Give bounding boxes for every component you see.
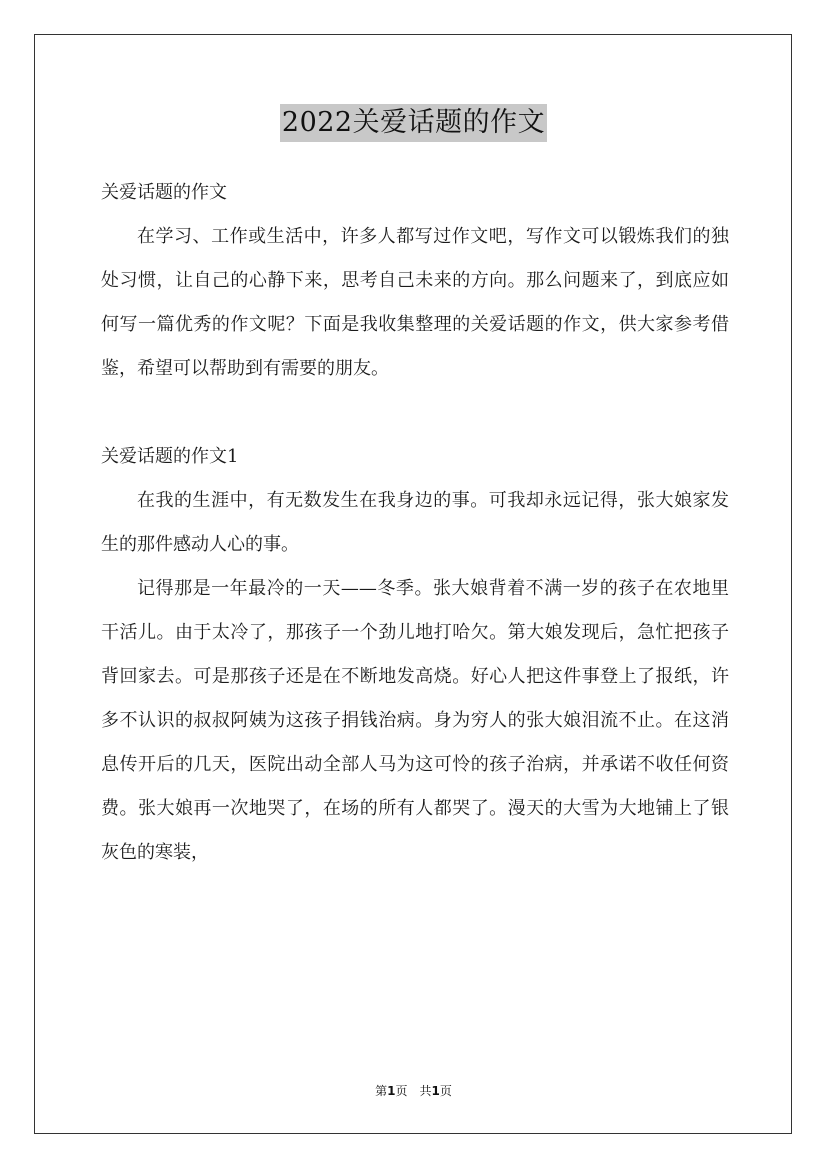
footer-page-total: 1 (431, 1084, 440, 1098)
section-1-paragraph-1: 在我的生涯中，有无数发生在我身边的事。可我却永远记得，张大娘家发生的那件感动人心的事。 (101, 490, 729, 555)
title-wrap (0, 104, 827, 142)
footer-page-current: 1 (387, 1084, 396, 1098)
footer-page-suffix: 页 (439, 1084, 452, 1098)
intro-heading: 关爱话题的作文 (101, 182, 227, 203)
footer-page-mid: 页 共 (395, 1084, 432, 1098)
document-title: 2022关爱话题的作文 (280, 104, 547, 142)
page-footer (0, 1082, 827, 1100)
footer-page-prefix: 第 (375, 1084, 388, 1098)
section-1-heading: 关爱话题的作文1 (101, 446, 239, 467)
document-body (101, 171, 729, 875)
section-gap (101, 391, 729, 435)
intro-paragraph: 在学习、工作或生活中，许多人都写过作文吧，写作文可以锻炼我们的独处习惯，让自己的心静下来，思考自己未来的方向。那么问题来了，到底应如何写一篇优秀的作文呢？下面是我收集整理的关爱话题的作文，供大家参考借鉴，希望可以帮助到有需要的朋友。 (101, 226, 729, 379)
section-1-paragraph-2: 记得那是一年最冷的一天——冬季。张大娘背着不满一岁的孩子在农地里干活儿。由于太冷了，那孩子一个劲儿地打哈欠。第大娘发现后，急忙把孩子背回家去。可是那孩子还是在不断地发高烧。好心人把这件事登上了报纸，许多不认识的叔叔阿姨为这孩子捐钱治病。身为穷人的张大娘泪流不止。在这消息传开后的几天，医院出动全部人马为这可怜的孩子治病，并承诺不收任何资费。张大娘再一次地哭了，在场的所有人都哭了。漫天的大雪为大地铺上了银灰色的寒装， (101, 578, 729, 863)
